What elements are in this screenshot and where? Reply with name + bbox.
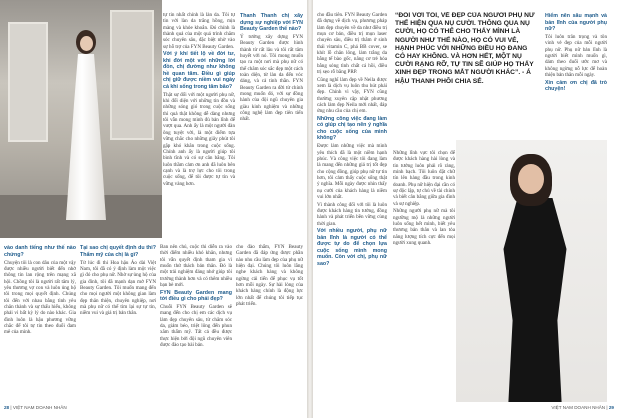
woman-figure — [62, 30, 110, 220]
subheading: vào danh tiếng như thế nào chứng? — [4, 245, 76, 258]
paragraph: Cũng nghĩ làm đẹp về Neila được xem là dịch vụ luôn thu hút phái đẹp. Chính vì vậy, FYN cũng thường xuyên cập nhật phương cách làm đẹp Neila mới nhất, đáp ứng nhu cầu của chị em. — [317, 76, 387, 115]
publication-name-left: | VIỆT NAM DOANH NHÂN — [10, 405, 67, 410]
pull-quote-text: “ĐỐI VỚI TÔI, VẺ ĐẸP CỦA NGƯỜI PHỤ NỮ THỂ HIỆN QUA NỤ CƯỜI. THÔNG QUA NỤ CƯỜI, HỌ CÓ THỂ CHO THẤY MÌNH LÀ NGƯỜI NHƯ THẾ NÀO, HỌ CÓ VUI VẺ, HẠNH PHÚC VỚI NHỮNG ĐIỀU HỌ ĐANG CÓ HAY KHÔNG. VÀ HƠN HẾT, MỘT NỤ CƯỜI RẠNG RỠ, TỰ TIN SẼ GIÚP HỌ THẤY XINH ĐẸP TRONG MẮT NGƯỜI KHÁC”. - Á HẬU THANH PHÔI CHIA SẺ. — [395, 12, 535, 85]
article-column — [236, 244, 303, 402]
subheading: Với nhiều người, phụ nữ bản lĩnh là người có thể được tự do để chọn lựa cuộc sống mình mong muốn. Còn với chị, phụ nữ sao? — [317, 228, 387, 267]
article-column — [80, 244, 156, 402]
article-column — [393, 150, 455, 402]
article-column — [317, 12, 387, 402]
black-dress — [500, 198, 570, 402]
article-column — [160, 244, 232, 402]
subheading: Những công việc đang làm có giúp chị tạo nên ý nghĩa cho cuộc sống của mình không? — [317, 115, 387, 142]
paragraph: Ý tưởng xây dựng FYN Beauty Garden được hình thành từ rất lâu và tôi rất tâm huyết với nó. Tôi mong muốn tạo ra một nơi mà phụ nữ có thể chăm sóc sắc đẹp một cách toàn diện, từ làn da đến vóc dáng, và cả tinh thần. FYN Beauty Garden ra đời từ chính mong muốn đó, với sự đồng hành của đội ngũ chuyên gia giàu kinh nghiệm và những công nghệ làm đẹp tiên tiến nhất. — [240, 34, 303, 123]
paragraph: Vì thành công đối với tôi là luôn được khách hàng tin tưởng, đồng hành và phát triển bền vững cùng thời gian. — [317, 201, 387, 227]
paragraph: Chuyện tôi là con dâu của một vậy được nhiều người biết đến nhờ thông tin lan rộng trên mạng xã hội. Chồng tôi là người rất tâm lý, yêu thương vợ con và luôn ủng hộ tôi trong mọi quyết định. Chúng tôi đến với nhau bằng tình yêu chân thành và sự thấu hiểu, không phải vì bất kỳ lý do nào khác. Gia đình luôn là hậu phương vững chắc để tôi tự tin theo đuổi đam mê của mình. — [4, 259, 76, 336]
white-dress — [66, 54, 106, 220]
paragraph: Những người phụ nữ mà tôi ngưỡng mộ là những người luôn sống hết mình, biết yêu thương bản thân và lan tỏa năng lượng tích cực đến mọi người xung quanh. — [393, 208, 455, 246]
subheading: Hiểm nên sâu mạnh và bản lĩnh của người phụ nữ? — [545, 13, 607, 32]
folio-right — [551, 405, 614, 410]
subheading: FYN Beauty Garden mang tới điều gì cho phái đẹp? — [160, 289, 232, 303]
article-column — [4, 244, 76, 402]
subheading: Với ý khí tiết lộ về đời tư, khi đời một với những lời đồn, chị đường như không hề quan tâm. Điều gì giúp chị giữ được niềm vui ngày cả khi sống trong tâm bão? — [163, 51, 235, 90]
paragraph: Được làm những việc mà mình yêu thích đã là một niềm hạnh phúc. Và công việc tôi đang làm là mang đến những giá trị tốt đẹp cho cộng đồng, giúp phụ nữ tự tin hơn, tôi cảm thấy cuộc sống thật ý nghĩa. Mỗi ngày được nhìn thấy nụ cười của khách hàng là niềm vui lớn nhất. — [317, 143, 387, 201]
photo-window — [110, 10, 154, 140]
article-column — [163, 12, 235, 240]
pull-quote — [395, 12, 539, 140]
paragraph: Những lĩnh vực tôi chọn để được khách hàng hài lòng và tin tưởng luôn phải rõ ràng, minh bạch. Tôi luôn đặt chữ tín lên hàng đầu trong kinh doanh. Phụ nữ hiện đại cần có sự độc lập, tự chủ về tài chính và biết cân bằng giữa gia đình và sự nghiệp. — [393, 150, 455, 207]
face — [80, 36, 93, 51]
subheading: Tại sao chị quyết định du thi? Thẩm mỹ của chị là gì? — [80, 245, 156, 258]
portrait-photo-white-dress — [0, 0, 162, 238]
paragraph: Từ lúc đi thi Hoa hậu Áo dài Việt Nam, tôi đã có ý định làm một việc gì đó cho phụ nữ. Nhờ sự ủng hộ của gia đình, tôi đã mạnh dạn mở FYN Beauty Garden. Tôi muốn mang đến cho mọi người một không gian làm đẹp thân thiện, chuyên nghiệp, nơi mà phụ nữ có thể tìm lại sự tự tin, niềm vui và giá trị bản thân. — [80, 259, 156, 317]
subheading: Xin cảm ơn chị đã trò chuyện! — [545, 79, 607, 93]
article-column — [240, 12, 303, 240]
article-column — [545, 12, 607, 140]
publication-name-right: VIỆT NAM DOANH NHÂN | — [551, 405, 608, 410]
paragraph: Thật sự đối với một người phụ nữ, khi đối diện với những tin đồn và những sóng gió trong cuộc sống thì quả thật không dễ dàng nhưng tôi vẫn mong mình đủ bản lĩnh để vượt qua. Anh ấy là một người đàn ông tuyệt vời, là một điểm tựa vững chắc cho những giây phút tôi gặp khó khăn trong cuộc sống. Chính anh ấy là người giúp tôi bình tĩnh và có sự cân bằng. Tôi luôn thầm cảm ơn anh đã luôn bên cạnh và là trợ lực cho tôi trong cuộc sống, để tôi được tự tin và vững vàng hơn. — [163, 91, 235, 187]
portrait-photo-black-dress — [456, 140, 607, 402]
folio-left — [4, 405, 67, 410]
page-number-left: 28 — [4, 405, 10, 410]
paragraph: Ban nên chú, cuộc thi diễn ra vào thời điểm nhiều khó khăn, nhưng tôi vẫn quyết định tham gia vì muốn thử thách bản thân. Đó là một trải nghiệm đáng nhớ giúp tôi trưởng thành hơn và có thêm nhiều bạn bè mới. — [160, 244, 232, 289]
woman-figure — [496, 154, 574, 402]
photo-window — [8, 22, 48, 142]
page-number-right: 29 — [608, 405, 614, 410]
face — [518, 164, 544, 194]
paragraph: cho đầu tiên. FYN Beauty Garden đã dựng về dịch vụ, phương pháp làm đẹp chuyên về da như điều trị mụn cơ bản, điều trị mụn laser chuyên sâu, điều trị thâm ở sinh thái vitamin C, phá BB cover, se khít lỗ chân lông, làm trắng da bằng tế bào gốc, nâng cơ trẻ hóa bằng sóng tình chất cá hồi, điều trị sẹo rỗ bằng PRP. — [317, 12, 387, 76]
paragraph: tự tin nhất chính là làn da. Tôi tự tin với làn da trắng hồng, mịn màng và khỏe khoắn. Đó chính là thành quả của một quá trình chăm sóc chuyên sâu, đặc biệt nhờ vào sự hỗ trợ của FYN Beauty Garden. — [163, 12, 235, 50]
paragraph: Chuỗi FYN Beauty Garden sẽ mang đến cho chị em các dịch vụ làm đẹp chuyên sâu, từ chăm sóc da, giảm béo, triệt lông đến phun xăm thẩm mỹ. Tất cả đều được thực hiện bởi đội ngũ chuyên viên được đào tạo bài bản. — [160, 304, 232, 349]
paragraph: cho đào thẩm, FYN Beauty Garden đã đáp ứng được phần nào nhu cầu làm đẹp của phụ nữ hiện đại. Chúng tôi luôn lắng nghe khách hàng và không ngừng cải tiến để phục vụ tốt hơn mỗi ngày. Sự hài lòng của khách hàng chính là động lực lớn nhất để chúng tôi tiếp tục phát triển. — [236, 244, 303, 308]
paragraph: Tôi luôn trân trọng và tôn vinh vẻ đẹp của mỗi người phụ nữ. Phụ nữ bản lĩnh là người biết mình muốn gì, dám theo đuổi ước mơ và không ngừng nỗ lực để hoàn thiện bản thân mỗi ngày. — [545, 34, 607, 79]
subheading: Thanh Thanh chị xây dựng sự nghiệp với FYN Beauty Garden thế nào? — [240, 13, 303, 32]
